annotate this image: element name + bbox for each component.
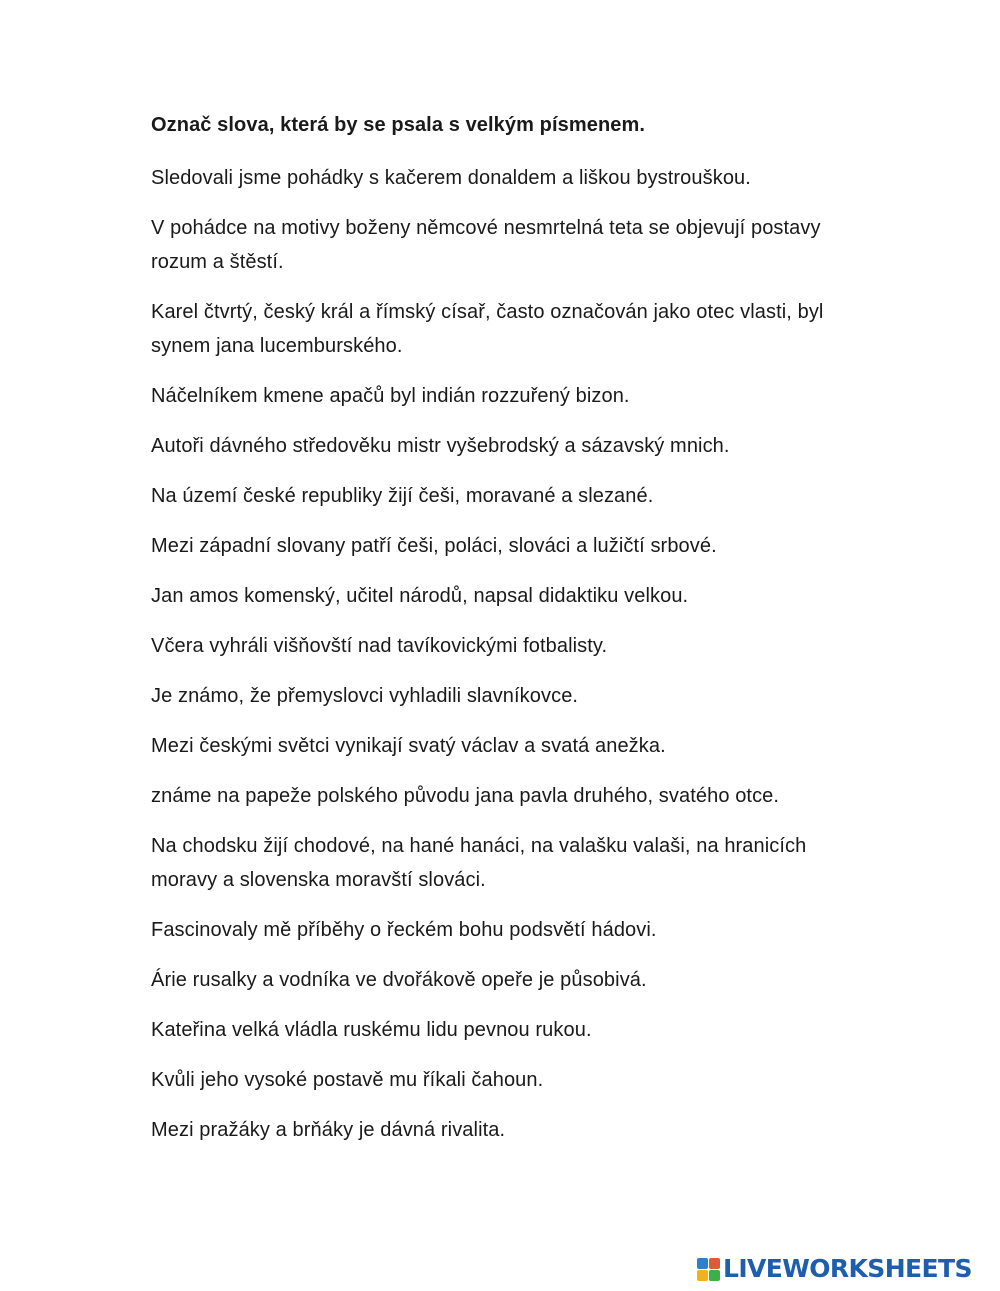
sentence[interactable]: známe na papeže polského původu jana pavla druhého, svatého otce. bbox=[151, 785, 780, 807]
sentence[interactable]: Na chodsku žijí chodové, na hané hanáci, na valašku valaši, na hranicích moravy a slovenska moravští slováci. bbox=[151, 835, 807, 891]
sentence[interactable]: V pohádce na motivy boženy němcové nesmrtelná teta se objevují postavy rozum a štěstí. bbox=[151, 217, 821, 273]
sentence[interactable]: Mezi pražáky a brňáky je dávná rivalita. bbox=[151, 1119, 506, 1141]
sentence[interactable]: Mezi západní slovany patří češi, poláci, slováci a lužičtí srbové. bbox=[151, 535, 717, 557]
sentence[interactable]: Mezi českými světci vynikají svatý václav a svatá anežka. bbox=[151, 735, 666, 757]
logo-mark-tile bbox=[697, 1270, 708, 1281]
logo-mark-tile bbox=[697, 1258, 708, 1269]
page-title: Označ slova, která by se psala s velkým písmenem. bbox=[151, 114, 646, 136]
sentence[interactable]: Árie rusalky a vodníka ve dvořákově opeře je působivá. bbox=[151, 969, 647, 991]
worksheet bbox=[151, 111, 861, 1163]
sentence[interactable]: Autoři dávného středověku mistr vyšebrodský a sázavský mnich. bbox=[151, 435, 730, 457]
sentence[interactable]: Kvůli jeho vysoké postavě mu říkali čahoun. bbox=[151, 1069, 544, 1091]
sentence[interactable]: Kateřina velká vládla ruskému lidu pevnou rukou. bbox=[151, 1019, 592, 1041]
sentence[interactable]: Fascinovaly mě příběhy o řeckém bohu podsvětí hádovi. bbox=[151, 919, 657, 941]
liveworksheets-logo bbox=[697, 1254, 972, 1284]
sentence[interactable]: Karel čtvrtý, český král a římský císař, často označován jako otec vlasti, byl synem jana lucemburského. bbox=[151, 301, 824, 357]
sentence[interactable]: Jan amos komenský, učitel národů, napsal didaktiku velkou. bbox=[151, 585, 689, 607]
logo-mark-tile bbox=[709, 1258, 720, 1269]
sentence[interactable]: Na území české republiky žijí češi, moravané a slezané. bbox=[151, 485, 654, 507]
sentence-list bbox=[151, 161, 861, 1147]
logo-text: LIVEWORKSHEETS bbox=[723, 1254, 972, 1283]
sentence[interactable]: Náčelníkem kmene apačů byl indián rozzuřený bizon. bbox=[151, 385, 630, 407]
sentence[interactable]: Sledovali jsme pohádky s kačerem donaldem a liškou bystrouškou. bbox=[151, 167, 751, 189]
logo-mark-tile bbox=[709, 1270, 720, 1281]
liveworksheets-logo-icon bbox=[697, 1258, 720, 1281]
sentence[interactable]: Je známo, že přemyslovci vyhladili slavníkovce. bbox=[151, 685, 579, 707]
sentence[interactable]: Včera vyhráli višňovští nad tavíkovickými fotbalisty. bbox=[151, 635, 608, 657]
